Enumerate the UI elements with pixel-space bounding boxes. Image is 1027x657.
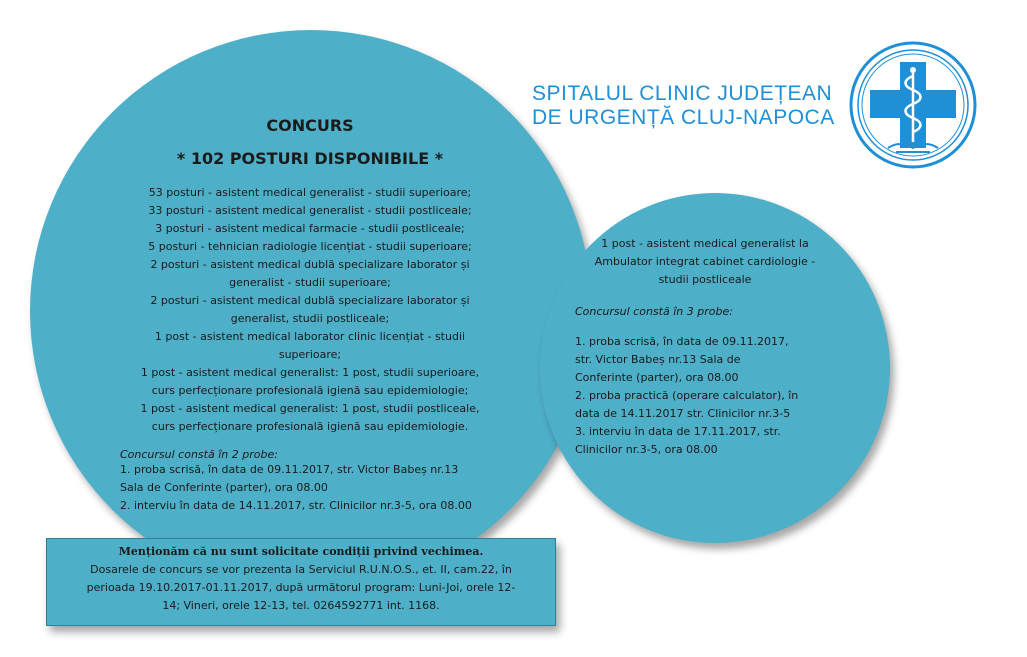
caduceus-cross-icon bbox=[848, 40, 978, 170]
side-probe-list bbox=[575, 333, 835, 459]
hospital-name bbox=[532, 82, 835, 130]
list-item: str. Victor Babeș nr.13 Sala de bbox=[575, 353, 741, 366]
list-item: curs perfecționare profesională igienă sau epidemiologie. bbox=[151, 420, 469, 433]
list-item: 33 posturi - asistent medical generalist - studii postliceale; bbox=[148, 204, 472, 217]
list-item: generalist - studii superioare; bbox=[229, 276, 391, 289]
probe-line: Sala de Conferinte (parter), ora 08.00 bbox=[120, 481, 328, 494]
list-item: superioare; bbox=[278, 348, 342, 361]
list-item: 1 post - asistent medical laborator clinic licențiat - studii bbox=[154, 330, 466, 343]
list-item: curs perfecționare profesională igienă sau epidemiologie; bbox=[151, 384, 469, 397]
notice-line: 14; Vineri, orele 12-13, tel. 0264592771 int. 1168. bbox=[162, 599, 440, 612]
list-item: 3 posturi - asistent medical farmacie - studii postliceale; bbox=[155, 222, 465, 235]
side-announcement bbox=[575, 235, 835, 459]
side-probe-title: Concursul constă în 3 probe: bbox=[575, 305, 733, 318]
list-item: 2 posturi - asistent medical dublă specializare laborator și bbox=[150, 258, 470, 271]
list-item: generalist, studii postliceale; bbox=[230, 312, 390, 325]
notice-line: perioada 19.10.2017-01.11.2017, după următorul program: Luni-Joi, orele 12- bbox=[86, 581, 516, 594]
hospital-name-line2: DE URGENȚĂ CLUJ-NAPOCA bbox=[532, 106, 835, 129]
list-item: Conferinte (parter), ora 08.00 bbox=[575, 371, 739, 384]
page-title: CONCURS bbox=[266, 116, 354, 135]
hospital-name-line1: SPITALUL CLINIC JUDEȚEAN bbox=[532, 82, 833, 105]
list-item: data de 14.11.2017 str. Clinicilor nr.3-5 bbox=[575, 407, 791, 420]
list-item: 2. proba practică (operare calculator), în bbox=[575, 389, 799, 402]
notice-bold-line: Menționăm că nu sunt solicitate condiții privind vechimea. bbox=[118, 545, 484, 558]
side-post-line: Ambulator integrat cabinet cardiologie - bbox=[594, 255, 816, 268]
main-announcement bbox=[90, 108, 530, 515]
side-post-line: 1 post - asistent medical generalist la bbox=[601, 237, 809, 250]
list-item: 1 post - asistent medical generalist: 1 post, studii superioare, bbox=[140, 366, 480, 379]
side-post-line: studii postliceale bbox=[658, 273, 752, 286]
page-subtitle: * 102 POSTURI DISPONIBILE * bbox=[176, 149, 444, 168]
list-item: 1 post - asistent medical generalist: 1 post, studii postliceale, bbox=[140, 402, 480, 415]
probe-title: Concursul constă în 2 probe: bbox=[120, 448, 278, 461]
list-item: 5 posturi - tehnician radiologie licențiat - studii superioare; bbox=[148, 240, 472, 253]
notice-line: Dosarele de concurs se vor prezenta la Serviciul R.U.N.O.S., et. II, cam.22, în bbox=[90, 563, 512, 576]
notice-box bbox=[46, 538, 556, 626]
list-item: 53 posturi - asistent medical generalist - studii superioare; bbox=[148, 186, 472, 199]
list-item: 1. proba scrisă, în data de 09.11.2017, bbox=[575, 335, 789, 348]
probe-line: 1. proba scrisă, în data de 09.11.2017, str. Victor Babeș nr.13 bbox=[120, 463, 459, 476]
list-item: 2 posturi - asistent medical dublă specializare laborator și bbox=[150, 294, 470, 307]
probe-line: 2. interviu în data de 14.11.2017, str. Clinicilor nr.3-5, ora 08.00 bbox=[120, 499, 472, 512]
posts-list bbox=[90, 184, 530, 436]
list-item: 3. interviu în data de 17.11.2017, str. bbox=[575, 425, 781, 438]
list-item: Clinicilor nr.3-5, ora 08.00 bbox=[575, 443, 718, 456]
